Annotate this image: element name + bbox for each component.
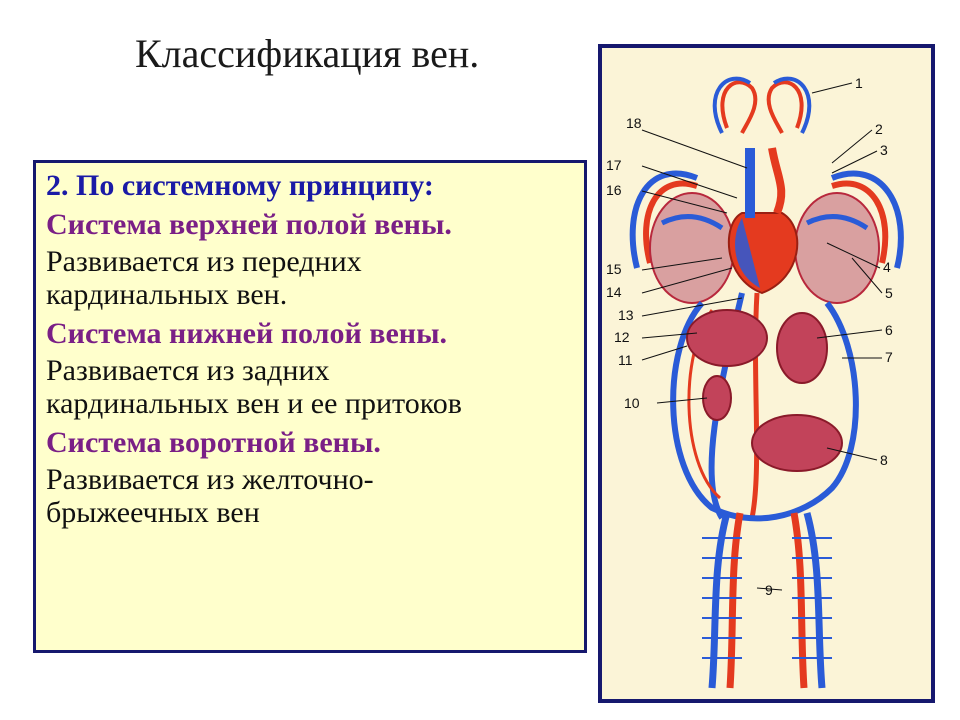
left-lung [650, 193, 734, 303]
section-desc-line: Развивается из задних [46, 354, 330, 387]
section-title-superior-vena-cava: Система верхней полой вены. [46, 208, 452, 241]
figure-label: 18 [626, 115, 642, 131]
section-desc-line: кардинальных вен и ее притоков [46, 387, 462, 420]
classification-heading: 2. По системному принципу: [46, 169, 434, 202]
figure-label: 11 [618, 352, 633, 368]
figure-label: 14 [606, 284, 622, 300]
stomach [777, 313, 827, 383]
kidney [703, 376, 731, 420]
section-title-inferior-vena-cava: Система нижней полой вены. [46, 317, 447, 350]
circulatory-system-illustration [598, 44, 935, 703]
figure-label: 10 [624, 395, 640, 411]
figure-label: 15 [606, 261, 622, 277]
slide-title: Классификация вен. [135, 31, 480, 76]
figure-label: 4 [883, 259, 891, 275]
figure-label: 7 [885, 349, 893, 365]
figure-label: 5 [885, 285, 893, 301]
circulatory-diagram [602, 48, 931, 699]
figure-label: 13 [618, 307, 634, 323]
text-panel [33, 160, 587, 653]
figure-label: 16 [606, 182, 622, 198]
section-desc-line: брыжеечных вен [46, 496, 260, 529]
figure-label: 9 [765, 582, 773, 598]
figure-label: 12 [614, 329, 630, 345]
leg-vessels [712, 513, 822, 688]
figure-label: 1 [855, 75, 863, 91]
figure-label: 8 [880, 452, 888, 468]
figure-label: 3 [880, 142, 888, 158]
intestine [752, 415, 842, 471]
figure-label: 6 [885, 322, 893, 338]
section-desc-line: кардинальных вен. [46, 278, 288, 311]
section-desc-line: Развивается из желточно- [46, 463, 374, 496]
figure-label: 2 [875, 121, 883, 137]
head-vessels [715, 79, 810, 133]
section-title-portal-vein: Система воротной вены. [46, 426, 381, 459]
liver [687, 310, 767, 366]
figure-label: 17 [606, 157, 622, 173]
section-desc-line: Развивается из передних [46, 245, 362, 278]
